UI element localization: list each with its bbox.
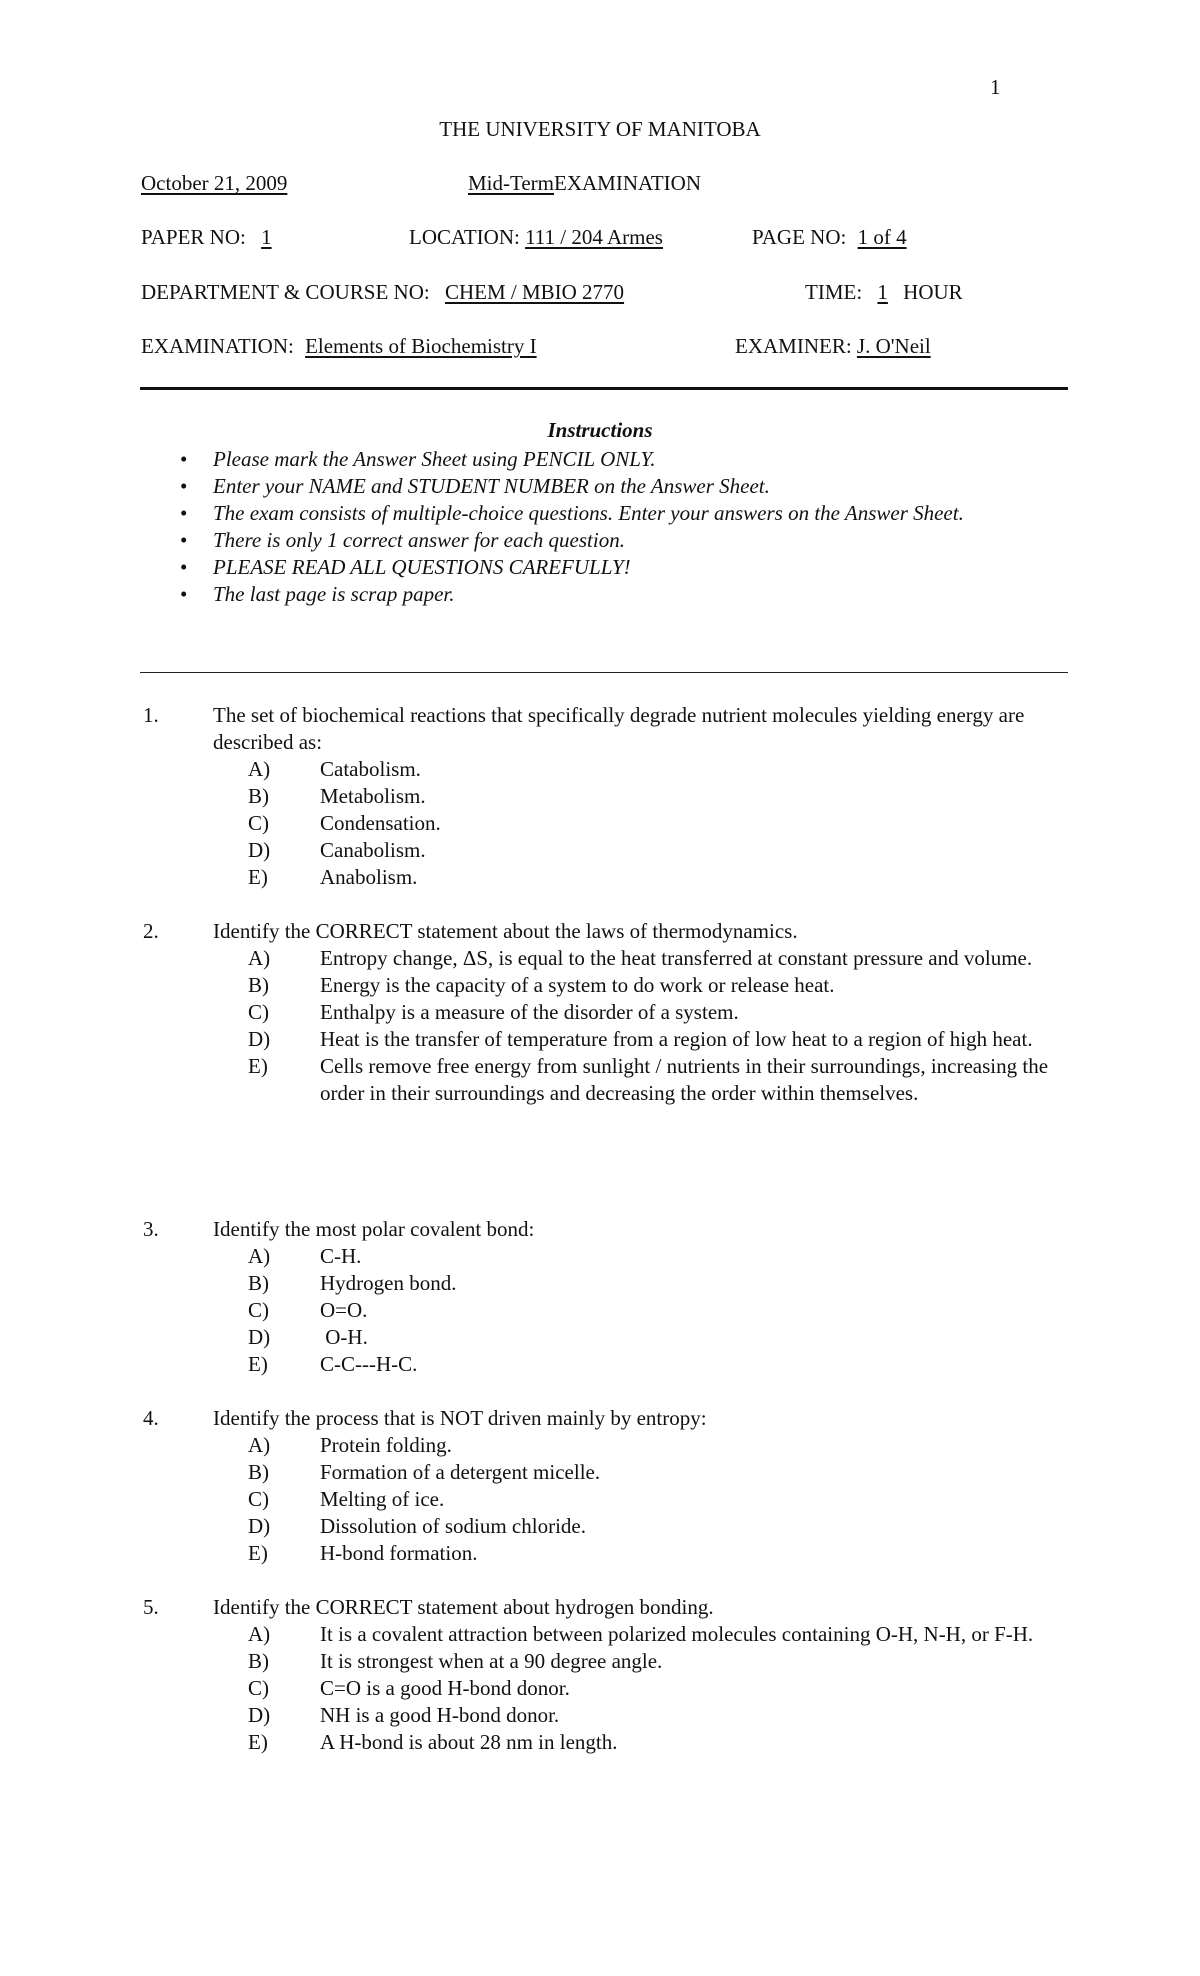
option-text: C-H. [320, 1244, 362, 1268]
exam-type [468, 171, 701, 196]
option-text: It is a covalent attraction between polarized molecules containing O-H, N-H, or F-H. [320, 1622, 1034, 1646]
option-text: Metabolism. [320, 784, 426, 808]
option-text: H-bond formation. [320, 1541, 478, 1565]
question-2 [143, 918, 1068, 1107]
question-3 [143, 1216, 1068, 1378]
paper-value: 1 [261, 225, 272, 249]
header-divider [140, 387, 1068, 390]
option-letter: C) [248, 811, 269, 835]
option-e [248, 864, 1068, 891]
exam-time [805, 280, 963, 305]
instructions-title: Instructions [547, 418, 653, 442]
option-text: A H-bond is about 28 nm in length. [320, 1730, 618, 1754]
instructions-divider [140, 672, 1068, 673]
option-d [248, 1324, 1068, 1351]
examiner-value: J. O'Neil [856, 334, 931, 358]
examiner-label: EXAMINER: [735, 334, 852, 358]
option-text: C=O is a good H-bond donor. [320, 1676, 570, 1700]
option-letter: E) [248, 1352, 268, 1376]
option-letter: C) [248, 1298, 269, 1322]
option-text: Melting of ice. [320, 1487, 445, 1511]
time-value: 1 [877, 280, 888, 304]
option-text: Dissolution of sodium chloride. [320, 1514, 586, 1538]
option-text: Canabolism. [320, 838, 426, 862]
option-text: Formation of a detergent micelle. [320, 1460, 601, 1484]
option-e [248, 1729, 1068, 1756]
option-b [248, 1459, 1068, 1486]
page-value: 1 of 4 [857, 225, 907, 249]
option-e [248, 1540, 1068, 1567]
time-unit: HOUR [903, 280, 963, 304]
dept-value: CHEM / MBIO 2770 [444, 280, 625, 304]
exam-type-midterm: Mid-Term [468, 171, 555, 195]
question-number: 3. [143, 1217, 159, 1241]
option-text: NH is a good H-bond donor. [320, 1703, 560, 1727]
question-number: 4. [143, 1406, 159, 1430]
option-text: Condensation. [320, 811, 441, 835]
option-text: Anabolism. [320, 865, 418, 889]
option-letter: E) [248, 1730, 268, 1754]
instruction-item: • Enter your NAME and STUDENT NUMBER on the Answer Sheet. [180, 473, 1040, 500]
page-number: 1 [990, 75, 1001, 99]
paper-number [141, 225, 282, 250]
university-title: THE UNIVERSITY OF MANITOBA [439, 117, 761, 141]
option-c [248, 1675, 1068, 1702]
option-letter: B) [248, 1271, 269, 1295]
option-d [248, 1702, 1068, 1729]
option-letter: B) [248, 1649, 269, 1673]
exam-type-rest: EXAMINATION [554, 171, 701, 195]
question-5 [143, 1594, 1068, 1756]
option-letter: D) [248, 1703, 271, 1727]
instruction-item: • Please mark the Answer Sheet using PENCIL ONLY. [180, 446, 1040, 473]
examination-name [141, 334, 551, 359]
option-letter: A) [248, 757, 271, 781]
option-d [248, 837, 1068, 864]
examiner [735, 334, 931, 359]
option-c [248, 1297, 1068, 1324]
option-letter: C) [248, 1487, 269, 1511]
option-letter: E) [248, 1541, 268, 1565]
exam-label: EXAMINATION: [141, 334, 294, 358]
option-b [248, 972, 1068, 999]
question-text: Identify the CORRECT statement about the laws of thermodynamics. [213, 919, 798, 943]
paper-label: PAPER NO: [141, 225, 246, 249]
option-text: Entropy change, ΔS, is equal to the heat transferred at constant pressure and volume. [320, 946, 1033, 970]
instruction-item: • The last page is scrap paper. [180, 581, 1040, 608]
question-text: Identify the process that is NOT driven mainly by entropy: [213, 1406, 707, 1430]
page-no [752, 225, 907, 250]
question-number: 1. [143, 703, 159, 727]
option-text: O=O. [320, 1298, 368, 1322]
option-letter: E) [248, 865, 268, 889]
option-letter: B) [248, 784, 269, 808]
option-e [248, 1351, 1068, 1378]
question-text: Identify the CORRECT statement about hydrogen bonding. [213, 1595, 714, 1619]
option-letter: D) [248, 1027, 271, 1051]
option-letter: A) [248, 1433, 271, 1457]
question-text: Identify the most polar covalent bond: [213, 1217, 535, 1241]
option-letter: A) [248, 1244, 271, 1268]
option-c [248, 999, 1068, 1026]
option-b [248, 1270, 1068, 1297]
exam-date: October 21, 2009 [141, 171, 288, 195]
option-letter: D) [248, 1325, 271, 1349]
dept-label: DEPARTMENT & COURSE NO: [141, 280, 430, 304]
option-letter: B) [248, 1460, 269, 1484]
option-text: Catabolism. [320, 757, 421, 781]
exam-value: Elements of Biochemistry I [305, 334, 537, 358]
option-letter: E) [248, 1054, 268, 1078]
instruction-item: • There is only 1 correct answer for each question. [180, 527, 1040, 554]
instruction-item: • PLEASE READ ALL QUESTIONS CAREFULLY! [180, 554, 1040, 581]
option-a [248, 756, 1068, 783]
option-letter: C) [248, 1676, 269, 1700]
question-text: The set of biochemical reactions that specifically degrade nutrient molecules yielding energy are described as: [213, 703, 1025, 754]
option-c [248, 810, 1068, 837]
option-text: It is strongest when at a 90 degree angle. [320, 1649, 663, 1673]
option-letter: C) [248, 1000, 269, 1024]
instruction-item: • The exam consists of multiple-choice questions. Enter your answers on the Answer Sheet. [180, 500, 1040, 527]
option-letter: A) [248, 1622, 271, 1646]
option-text: O-H. [320, 1325, 368, 1349]
option-a [248, 1243, 1068, 1270]
option-text: Energy is the capacity of a system to do work or release heat. [320, 973, 835, 997]
option-text: Hydrogen bond. [320, 1271, 457, 1295]
location-label: LOCATION: [409, 225, 520, 249]
option-b [248, 1648, 1068, 1675]
time-label: TIME: [805, 280, 863, 304]
option-letter: D) [248, 1514, 271, 1538]
question-4 [143, 1405, 1068, 1567]
location [409, 225, 663, 250]
page-label: PAGE NO: [752, 225, 847, 249]
option-e [248, 1053, 1068, 1107]
department-course [141, 280, 644, 305]
option-text: Protein folding. [320, 1433, 452, 1457]
question-1 [143, 702, 1068, 891]
option-text: C-C---H-C. [320, 1352, 418, 1376]
option-b [248, 783, 1068, 810]
location-value: 111 / 204 Armes [525, 225, 663, 249]
option-d [248, 1026, 1068, 1053]
option-text: Enthalpy is a measure of the disorder of a system. [320, 1000, 739, 1024]
option-d [248, 1513, 1068, 1540]
question-number: 2. [143, 919, 159, 943]
option-letter: A) [248, 946, 271, 970]
option-a [248, 1621, 1068, 1648]
instructions-list [180, 446, 1040, 608]
option-letter: B) [248, 973, 269, 997]
option-c [248, 1486, 1068, 1513]
option-text: Heat is the transfer of temperature from a region of low heat to a region of high heat. [320, 1027, 1033, 1051]
option-text: Cells remove free energy from sunlight / nutrients in their surroundings, increasing the order in their surroundings and decreasing the order within themselves. [320, 1054, 1049, 1105]
option-letter: D) [248, 838, 271, 862]
option-a [248, 1432, 1068, 1459]
question-number: 5. [143, 1595, 159, 1619]
option-a [248, 945, 1068, 972]
